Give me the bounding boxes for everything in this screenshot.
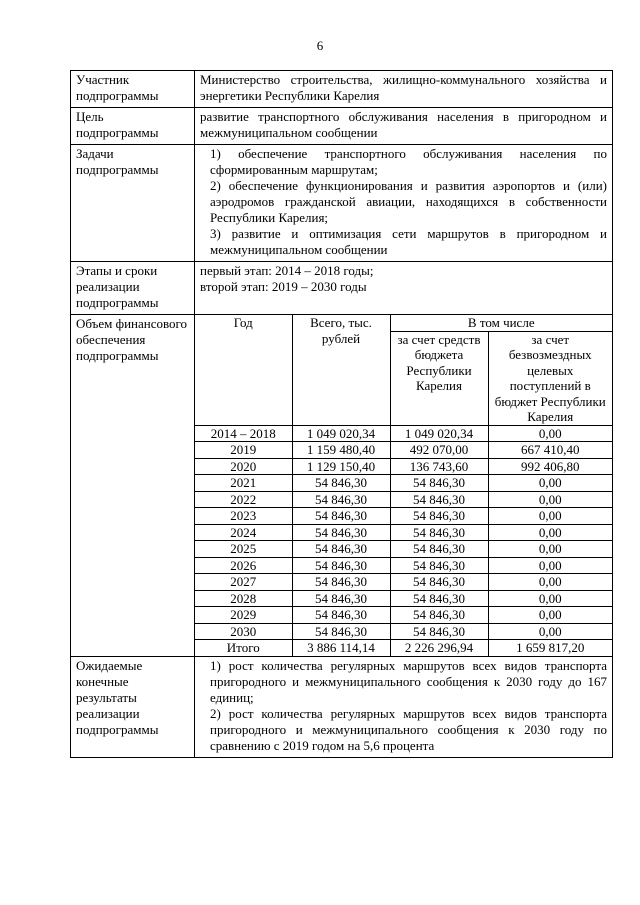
header-year: Год	[195, 315, 292, 425]
financing-data-row	[195, 491, 612, 508]
grants-cell: 667 410,40	[488, 442, 612, 459]
goal-value: развитие транспортного обслуживания населения в пригородном и межмуниципальном сообщении	[195, 108, 613, 145]
header-including: В том числе	[390, 315, 612, 331]
total-cell: 1 129 150,40	[292, 458, 390, 475]
financing-data-row	[195, 458, 612, 475]
budget-cell: 54 846,30	[390, 541, 488, 558]
budget-cell: 54 846,30	[390, 508, 488, 525]
year-cell: 2025	[195, 541, 292, 558]
grants-cell: 0,00	[488, 475, 612, 492]
budget-cell: 136 743,60	[390, 458, 488, 475]
financing-data-row	[195, 623, 612, 640]
budget-cell: 54 846,30	[390, 557, 488, 574]
financing-data-row	[195, 574, 612, 591]
year-cell: 2021	[195, 475, 292, 492]
financing-data-row	[195, 607, 612, 624]
total-cell: 1 049 020,34	[292, 425, 390, 442]
participant-row	[71, 71, 613, 108]
tasks-row	[71, 145, 613, 262]
task-item: 3) развитие и оптимизация сети маршрутов в пригородном и межмуниципальном сообщении	[210, 226, 607, 257]
budget-cell: 54 846,30	[390, 574, 488, 591]
grants-cell: 0,00	[488, 623, 612, 640]
total-cell: 54 846,30	[292, 590, 390, 607]
budget-cell: 54 846,30	[390, 607, 488, 624]
financing-data-row	[195, 425, 612, 442]
task-item: 1) обеспечение транспортного обслуживания населения по сформированным маршрутам;	[210, 146, 607, 177]
budget-cell: 1 049 020,34	[390, 425, 488, 442]
year-cell: 2023	[195, 508, 292, 525]
result-item: 2) рост количества регулярных маршрутов всех видов транспорта пригородного и межмуниципального сообщения к 2030 году по сравнению с 2019 годом на 5,6 процента	[210, 705, 607, 753]
year-cell: 2022	[195, 491, 292, 508]
stages-row	[71, 262, 613, 315]
tasks-label: Задачи подпрограммы	[71, 145, 195, 262]
total-cell: 54 846,30	[292, 574, 390, 591]
total-cell: 54 846,30	[292, 623, 390, 640]
results-row	[71, 656, 613, 757]
participant-value: Министерство строительства, жилищно-коммунального хозяйства и энергетики Республики Карелия	[195, 71, 613, 108]
financing-label: Объем финансового обеспечения подпрограммы	[71, 315, 195, 657]
financing-data-row	[195, 524, 612, 541]
total-cell: 3 886 114,14	[292, 640, 390, 656]
grants-cell: 0,00	[488, 574, 612, 591]
header-grants: за счет безвозмездных целевых поступлений в бюджет Республики Карелия	[488, 331, 612, 425]
total-cell: 54 846,30	[292, 524, 390, 541]
budget-cell: 54 846,30	[390, 491, 488, 508]
goal-label: Цель подпрограммы	[71, 108, 195, 145]
subprogram-passport-table	[70, 70, 613, 758]
participant-label: Участник подпрограммы	[71, 71, 195, 108]
budget-cell: 54 846,30	[390, 524, 488, 541]
results-label: Ожидаемые конечные результаты реализации подпрограммы	[71, 656, 195, 757]
year-cell: 2014 – 2018	[195, 425, 292, 442]
total-cell: 54 846,30	[292, 508, 390, 525]
total-cell: 54 846,30	[292, 491, 390, 508]
year-cell: 2024	[195, 524, 292, 541]
total-cell: 54 846,30	[292, 607, 390, 624]
grants-cell: 0,00	[488, 557, 612, 574]
grants-cell: 992 406,80	[488, 458, 612, 475]
budget-cell: 54 846,30	[390, 623, 488, 640]
stage-item: первый этап: 2014 – 2018 годы;	[200, 263, 374, 278]
total-cell: 54 846,30	[292, 541, 390, 558]
header-total: Всего, тыс. рублей	[292, 315, 390, 425]
goal-row	[71, 108, 613, 145]
year-cell: Итого	[195, 640, 292, 656]
year-cell: 2020	[195, 458, 292, 475]
total-cell: 54 846,30	[292, 557, 390, 574]
year-cell: 2030	[195, 623, 292, 640]
financing-value	[195, 315, 613, 657]
financing-row	[71, 315, 613, 657]
financing-data-row	[195, 442, 612, 459]
budget-cell: 54 846,30	[390, 590, 488, 607]
grants-cell: 0,00	[488, 541, 612, 558]
tasks-value	[195, 145, 613, 262]
year-cell: 2026	[195, 557, 292, 574]
grants-cell: 0,00	[488, 607, 612, 624]
grants-cell: 0,00	[488, 425, 612, 442]
grants-cell: 0,00	[488, 590, 612, 607]
stages-label: Этапы и сроки реализации подпрограммы	[71, 262, 195, 315]
year-cell: 2028	[195, 590, 292, 607]
total-cell: 54 846,30	[292, 475, 390, 492]
grants-cell: 0,00	[488, 508, 612, 525]
year-cell: 2027	[195, 574, 292, 591]
financing-data-row	[195, 640, 612, 656]
budget-cell: 492 070,00	[390, 442, 488, 459]
financing-data-row	[195, 541, 612, 558]
financing-data-row	[195, 557, 612, 574]
total-cell: 1 159 480,40	[292, 442, 390, 459]
year-cell: 2019	[195, 442, 292, 459]
grants-cell: 0,00	[488, 491, 612, 508]
financing-data-row	[195, 475, 612, 492]
task-item: 2) обеспечение функционирования и развития аэропортов и (или) аэродромов гражданской авиации, находящихся в собственности Республики Карелия;	[210, 178, 607, 225]
financing-data-row	[195, 508, 612, 525]
budget-cell: 54 846,30	[390, 475, 488, 492]
budget-cell: 2 226 296,94	[390, 640, 488, 656]
grants-cell: 1 659 817,20	[488, 640, 612, 656]
financing-header-row	[195, 315, 612, 331]
year-cell: 2029	[195, 607, 292, 624]
results-value	[195, 656, 613, 757]
stages-value	[195, 262, 613, 315]
financing-data-row	[195, 590, 612, 607]
result-item: 1) рост количества регулярных маршрутов всех видов транспорта пригородного и межмуниципального сообщения к 2030 году до 167 единиц;	[210, 657, 607, 705]
stage-item: второй этап: 2019 – 2030 годы	[200, 279, 367, 294]
page-number: 6	[316, 38, 324, 53]
financing-table	[195, 315, 612, 656]
grants-cell: 0,00	[488, 524, 612, 541]
header-budget: за счет средств бюджета Республики Карелия	[390, 331, 488, 425]
